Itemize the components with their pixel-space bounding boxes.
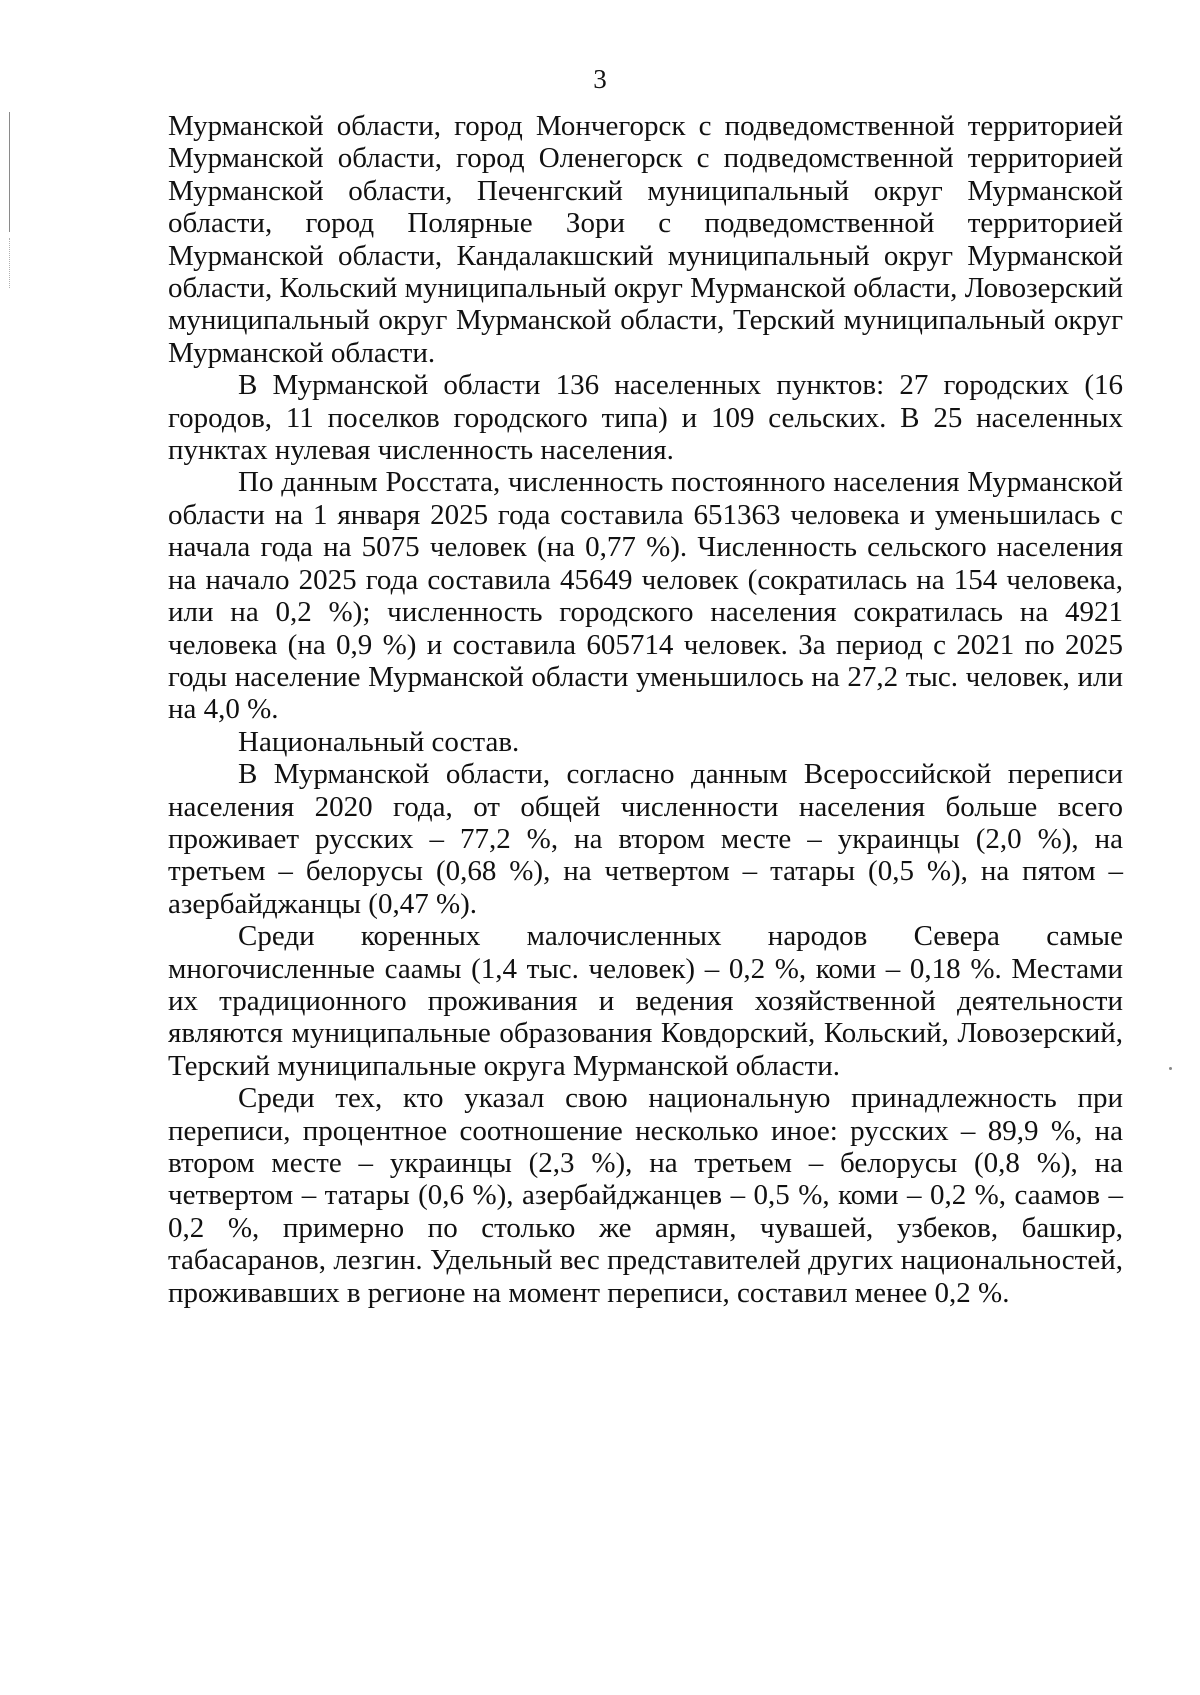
- paragraph-census-2020: В Мурманской области, согласно данным Всероссийской переписи населения 2020 года, от общей численности населения больше всего проживает русских – 77,2 %, на втором месте – украинцы (2,0 %), на третьем – белорусы (0,68 %), на четвертом – татары (0,5 %), на пятом – азербайджанцы (0,47 %).: [168, 758, 1123, 920]
- paragraph-heading-ethnic-composition: Национальный состав.: [238, 725, 520, 758]
- paragraph-settlements: В Мурманской области 136 населенных пунктов: 27 городских (16 городов, 11 поселков городского типа) и 109 сельских. В 25 населенных пунктах нулевая численность населения.: [168, 369, 1123, 467]
- paragraph-municipalities: Мурманской области, город Мончегорск с подведомственной территорией Мурманской области, город Оленегорск с подведомственной территорией Мурманской области, Печенгский муниципальный округ Мурманской области, город Полярные Зори с подведомственной территорией Мурманской области, Кандалакшский муниципальный округ Мурманской области, Кольский муниципальный округ Мурманской области, Ловозерский муниципальный округ Мурманской области, Терский муниципальный округ Мурманской области.: [168, 110, 1123, 369]
- paragraph-indigenous-peoples: Среди коренных малочисленных народов Севера самые многочисленные саамы (1,4 тыс. человек) – 0,2 %, коми – 0,18 %. Местами их традиционного проживания и ведения хозяйственной деятельности являются муниципальные образования Ковдорский, Кольский, Ловозерский, Терский муниципальные округа Мурманской области.: [168, 920, 1123, 1082]
- paragraph-declared-nationality: Среди тех, кто указал свою национальную принадлежность при переписи, процентное соотношение несколько иное: русских – 89,9 %, на втором месте – украинцы (2,3 %), на третьем – белорусы (0,8 %), на четвертом – татары (0,6 %), азербайджанцев – 0,5 %, коми – 0,2 %, саамов – 0,2 %, примерно по столько же армян, чувашей, узбеков, башкир, табасаранов, лезгин. Удельный вес представителей других национальностей, проживавших в регионе на момент переписи, составил менее 0,2 %.: [168, 1082, 1123, 1309]
- paragraph-population: По данным Росстата, численность постоянного населения Мурманской области на 1 января 2025 года составила 651363 человека и уменьшилась с начала года на 5075 человек (на 0,77 %). Численность сельского населения на начало 2025 года составила 45649 человек (сократилась на 154 человека, или на 0,2 %); численность городского населения сократилась на 4921 человека (на 0,9 %) и составила 605714 человек. За период с 2021 по 2025 годы население Мурманской области уменьшилось на 27,2 тыс. человек, или на 4,0 %.: [168, 466, 1123, 726]
- page-number: 3: [593, 64, 607, 94]
- scan-margin-line: [9, 112, 10, 232]
- scan-artifact-dot: [1169, 1067, 1172, 1070]
- document-body: [168, 110, 1123, 1309]
- scan-margin-dots: [9, 238, 11, 288]
